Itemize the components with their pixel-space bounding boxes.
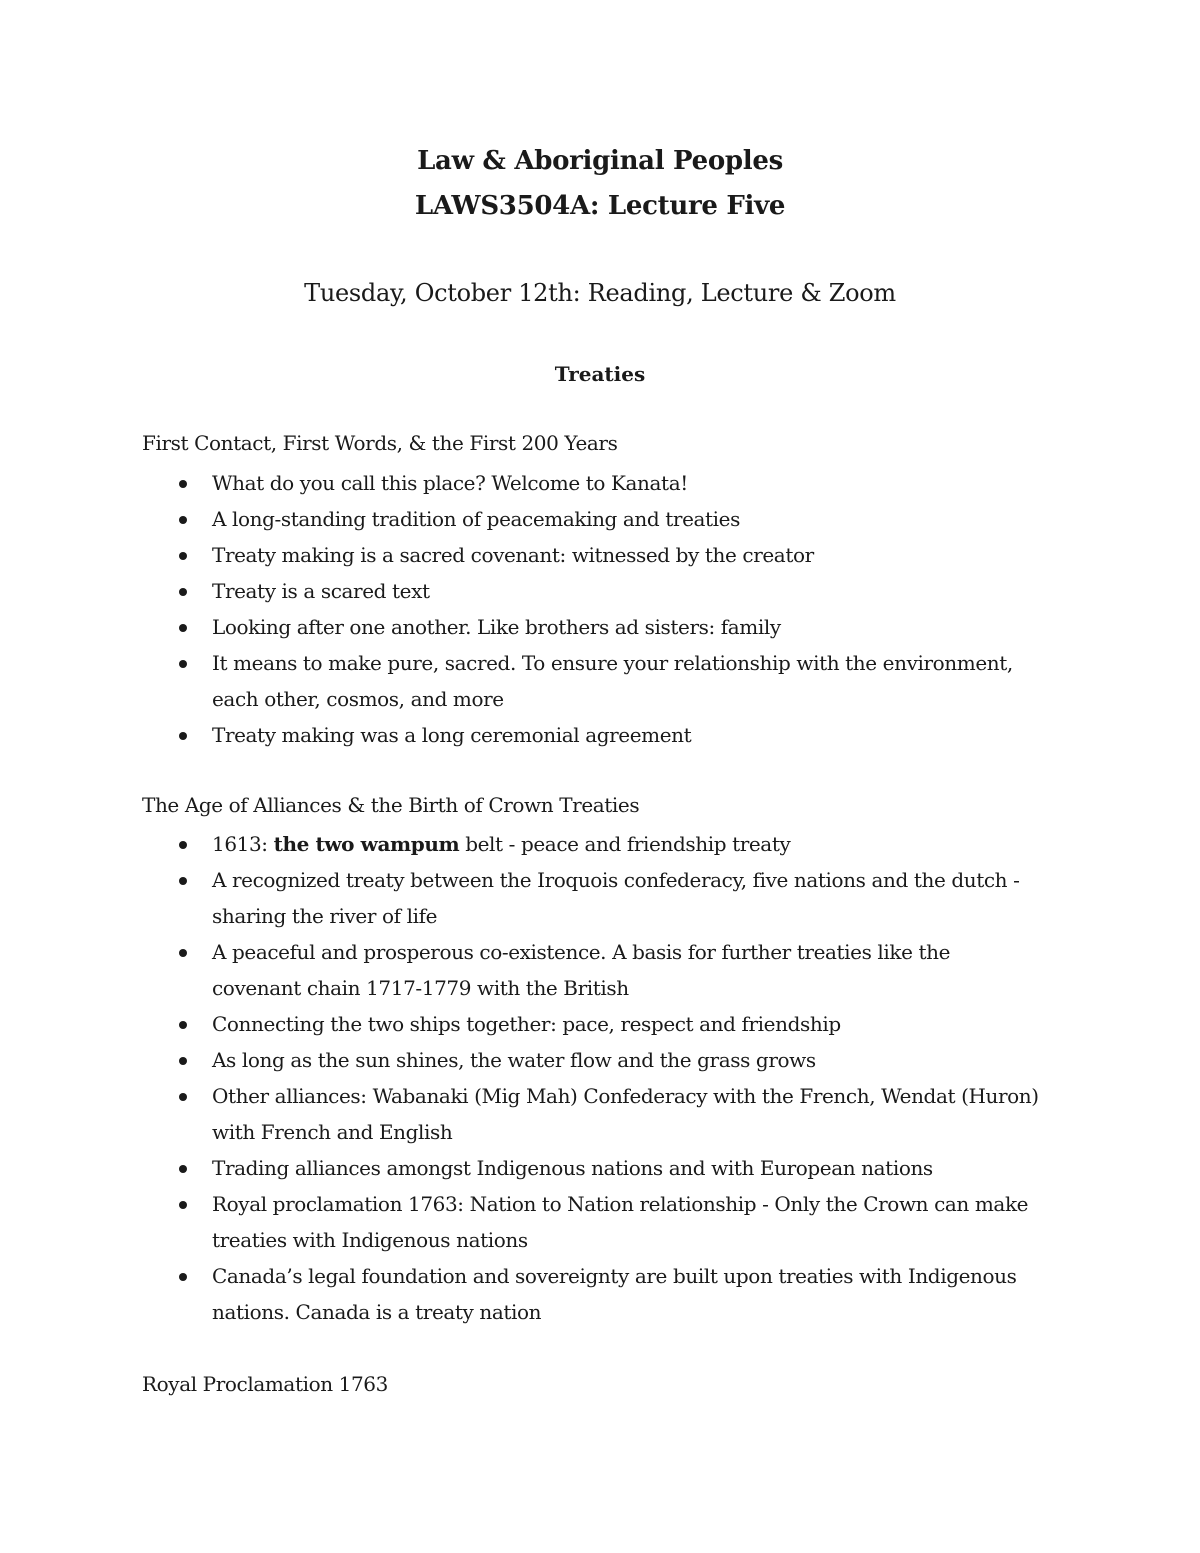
bullet-icon bbox=[179, 877, 187, 885]
date-line: Tuesday, October 12th: Reading, Lecture & Zoom bbox=[304, 279, 896, 307]
list-age-of-alliances bbox=[142, 826, 1042, 1330]
list-item: Canada’s legal foundation and sovereignty are built upon treaties with Indigenous nations. Canada is a treaty nation bbox=[142, 1258, 1042, 1330]
course-lecture-title: LAWS3504A: Lecture Five bbox=[414, 191, 786, 221]
list-item: Royal proclamation 1763: Nation to Nation relationship - Only the Crown can make treaties with Indigenous nations bbox=[142, 1186, 1042, 1258]
list-item: A long-standing tradition of peacemaking and treaties bbox=[142, 501, 1042, 537]
bullet-icon bbox=[179, 732, 187, 740]
list-item: Treaty making is a sacred covenant: witnessed by the creator bbox=[142, 537, 1042, 573]
bullet-icon bbox=[179, 552, 187, 560]
list-item: Treaty is a scared text bbox=[142, 573, 1042, 609]
bullet-icon bbox=[179, 1021, 187, 1029]
subheading-first-contact: First Contact, First Words, & the First 200 Years bbox=[142, 431, 618, 455]
bullet-icon bbox=[179, 949, 187, 957]
bullet-icon bbox=[179, 480, 187, 488]
list-item: Looking after one another. Like brothers ad sisters: family bbox=[142, 609, 1042, 645]
list-item: It means to make pure, sacred. To ensure your relationship with the environment, each other, cosmos, and more bbox=[142, 645, 1042, 717]
bullet-icon bbox=[179, 1201, 187, 1209]
list-item: As long as the sun shines, the water flow and the grass grows bbox=[142, 1042, 1042, 1078]
list-item: Treaty making was a long ceremonial agreement bbox=[142, 717, 1042, 753]
bullet-icon bbox=[179, 660, 187, 668]
list-item: Connecting the two ships together: pace, respect and friendship bbox=[142, 1006, 1042, 1042]
list-item: Trading alliances amongst Indigenous nations and with European nations bbox=[142, 1150, 1042, 1186]
list-item: What do you call this place? Welcome to Kanata! bbox=[142, 465, 1042, 501]
list-item: A peaceful and prosperous co-existence. A basis for further treaties like the covenant chain 1717-1779 with the British bbox=[142, 934, 1042, 1006]
bullet-icon bbox=[179, 841, 187, 849]
bullet-icon bbox=[179, 516, 187, 524]
subheading-age-of-alliances: The Age of Alliances & the Birth of Crown Treaties bbox=[142, 793, 640, 817]
bullet-icon bbox=[179, 624, 187, 632]
bullet-icon bbox=[179, 1165, 187, 1173]
list-item: A recognized treaty between the Iroquois confederacy, five nations and the dutch - sharing the river of life bbox=[142, 862, 1042, 934]
list-item: 1613: the two wampum belt - peace and friendship treaty bbox=[142, 826, 1042, 862]
section-heading-treaties: Treaties bbox=[554, 362, 646, 386]
bullet-icon bbox=[179, 588, 187, 596]
bullet-icon bbox=[179, 1093, 187, 1101]
subheading-royal-proclamation: Royal Proclamation 1763 bbox=[142, 1372, 388, 1396]
bullet-icon bbox=[179, 1273, 187, 1281]
bullet-icon bbox=[179, 1057, 187, 1065]
list-first-contact bbox=[142, 465, 1042, 753]
list-item: Other alliances: Wabanaki (Mig Mah) Confederacy with the French, Wendat (Huron) with French and English bbox=[142, 1078, 1042, 1150]
document-title: Law & Aboriginal Peoples bbox=[417, 146, 783, 176]
